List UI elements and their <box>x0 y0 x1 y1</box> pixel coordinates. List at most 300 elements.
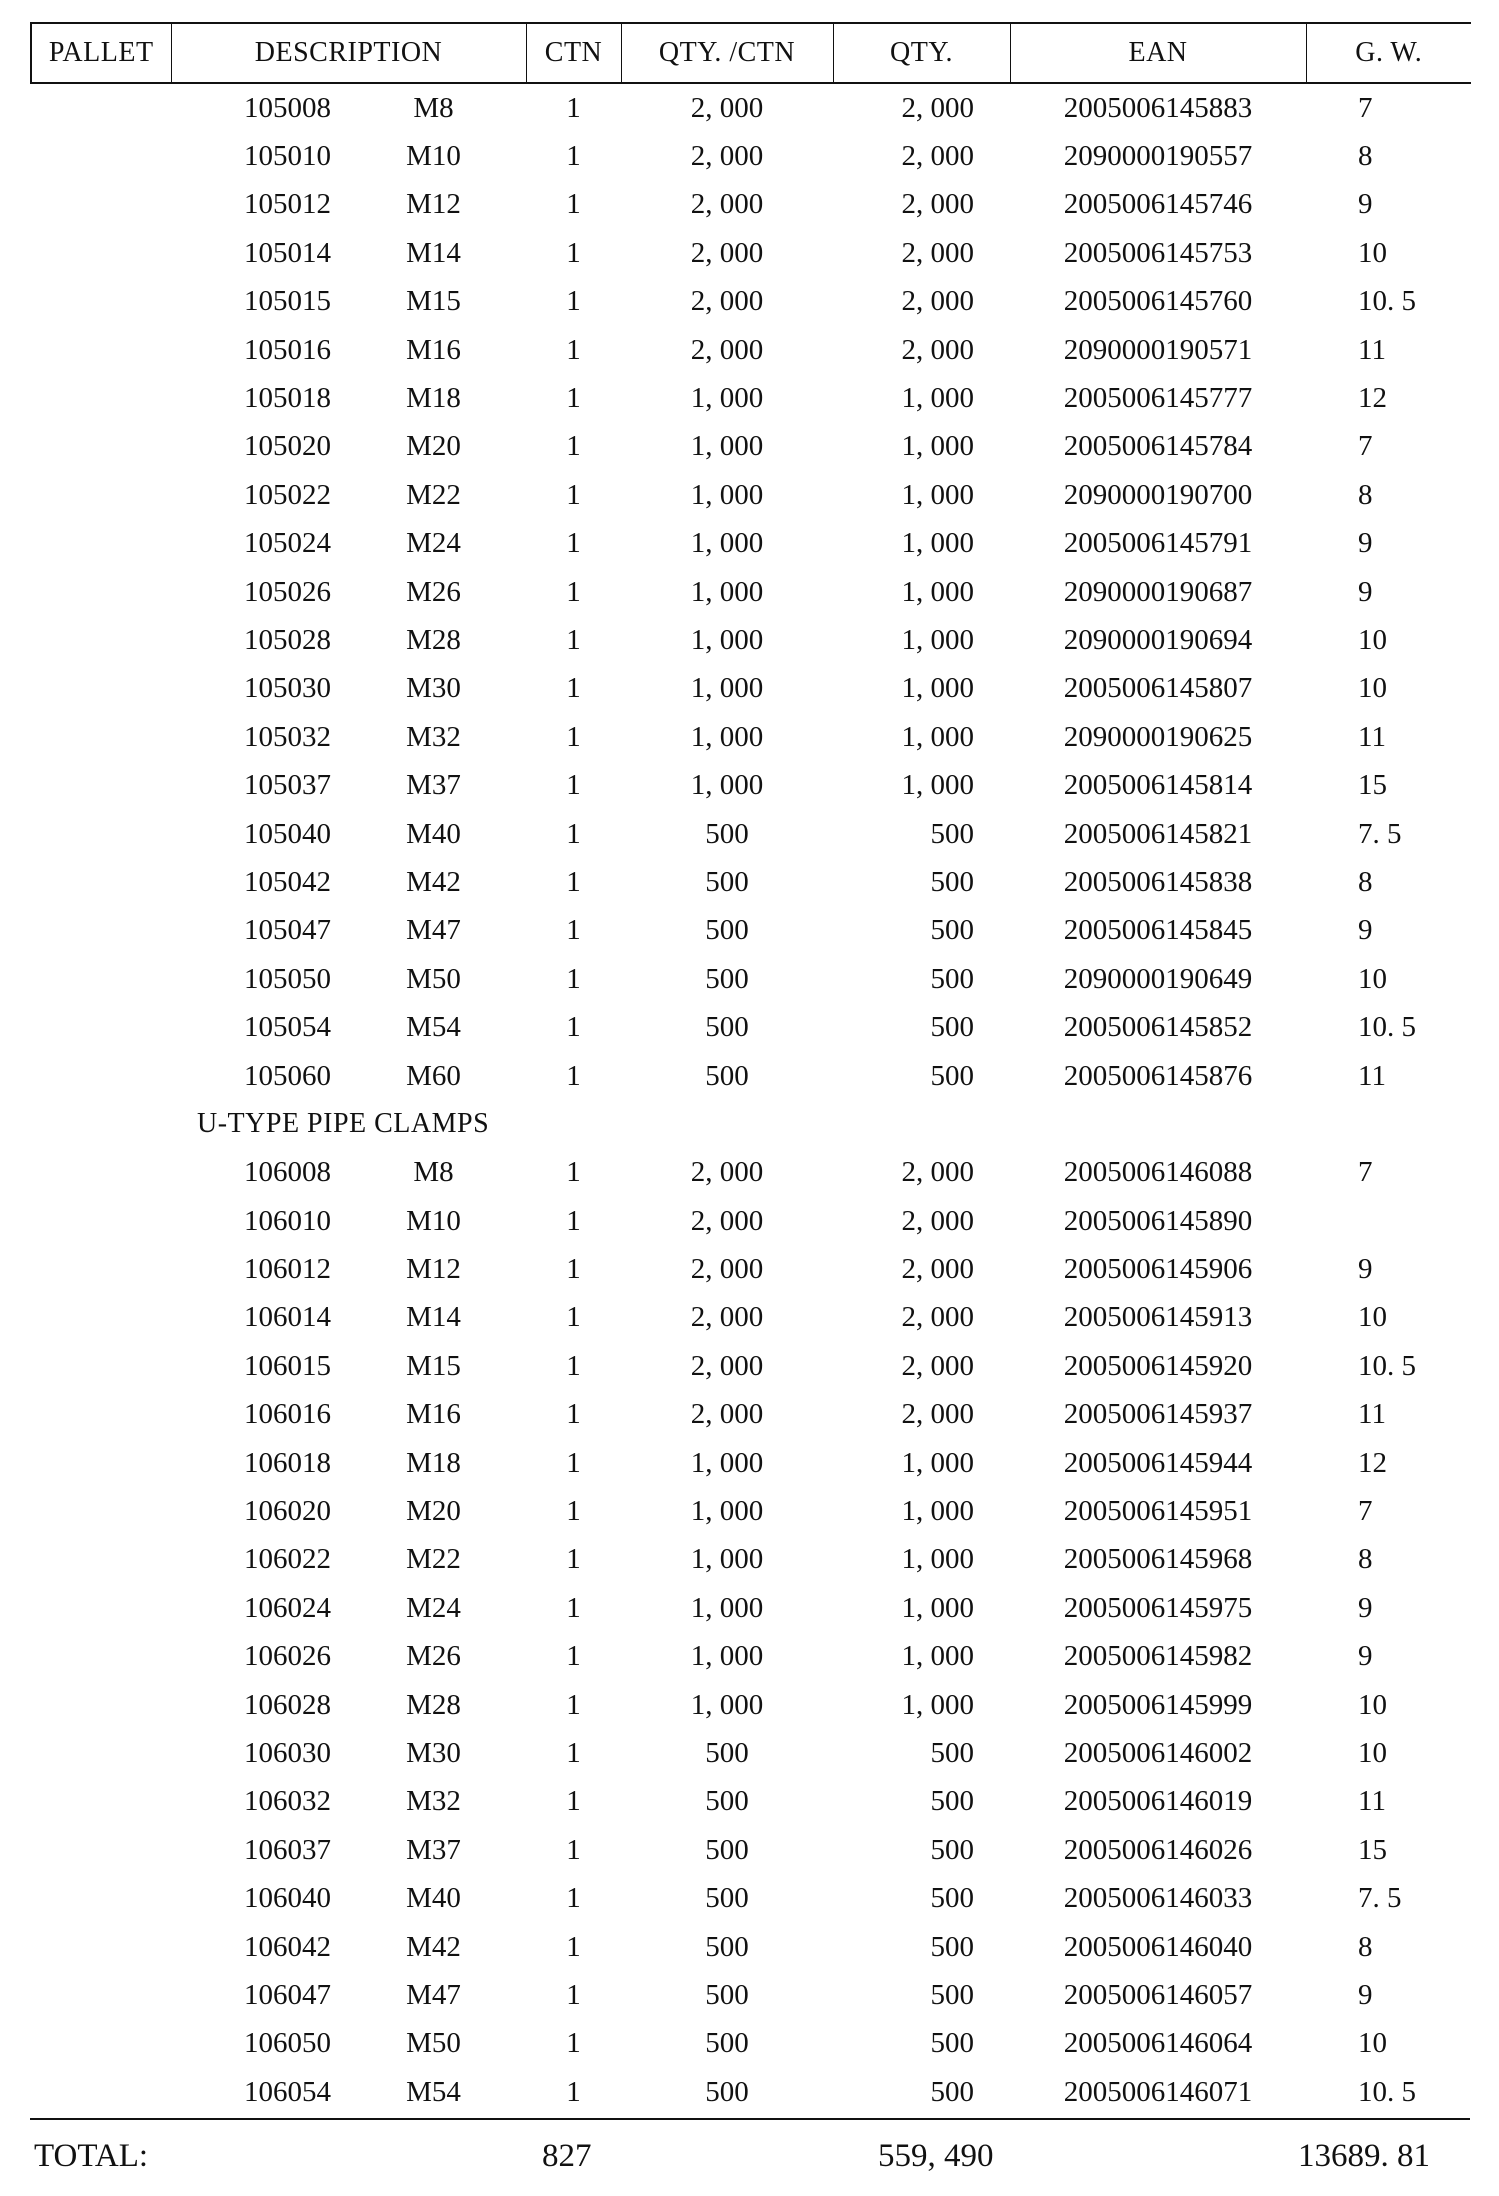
item-qty-per-ctn: 500 <box>705 1882 749 1915</box>
item-qty: 1, 000 <box>901 1688 975 1721</box>
item-qty-per-ctn: 1, 000 <box>690 527 764 560</box>
item-qty-per-ctn: 500 <box>705 1785 749 1818</box>
item-qty: 2, 000 <box>901 236 975 269</box>
item-code: 106032 <box>244 1785 331 1818</box>
item-ctn: 1 <box>566 2027 581 2060</box>
item-qty: 500 <box>930 962 975 995</box>
pallet-cell <box>31 1536 171 1584</box>
item-ctn: 1 <box>566 1736 581 1769</box>
pallet-cell <box>31 2020 171 2068</box>
item-ctn: 1 <box>566 430 581 463</box>
item-ean: 2005006145791 <box>1063 527 1253 560</box>
item-qty: 1, 000 <box>901 1591 975 1624</box>
table-row <box>31 374 1471 422</box>
item-qty: 500 <box>930 2027 975 2060</box>
item-ean: 2005006146071 <box>1063 2075 1253 2108</box>
pallet-cell <box>31 1971 171 2019</box>
table-row <box>31 1971 1471 2019</box>
table-row <box>31 858 1471 906</box>
item-size: M12 <box>406 1253 461 1286</box>
item-code: 106040 <box>244 1882 331 1915</box>
item-gw: 11 <box>1358 333 1386 366</box>
item-qty: 2, 000 <box>901 1398 975 1431</box>
item-size: M15 <box>406 1349 461 1382</box>
item-qty-per-ctn: 1, 000 <box>690 769 764 802</box>
item-size: M32 <box>406 1785 461 1818</box>
item-ean: 2005006145951 <box>1063 1495 1253 1528</box>
item-ean: 2005006145760 <box>1063 285 1253 318</box>
item-size: M26 <box>406 575 461 608</box>
table-row <box>31 83 1471 132</box>
item-qty: 500 <box>930 2075 975 2108</box>
section-title: U-TYPE PIPE CLAMPS <box>197 1108 490 1140</box>
item-code: 105024 <box>244 527 331 560</box>
item-ctn: 1 <box>566 1011 581 1044</box>
pallet-cell <box>31 326 171 374</box>
item-qty: 500 <box>930 1011 975 1044</box>
item-qty: 500 <box>930 1059 975 1092</box>
item-qty: 2, 000 <box>901 285 975 318</box>
item-size: M20 <box>406 430 461 463</box>
item-qty-per-ctn: 2, 000 <box>690 1156 764 1189</box>
item-ean: 2005006146002 <box>1063 1736 1253 1769</box>
item-gw: 9 <box>1358 527 1373 560</box>
item-gw: 10. 5 <box>1358 1349 1417 1382</box>
item-ctn: 1 <box>566 1059 581 1092</box>
item-ean: 2005006146064 <box>1063 2027 1253 2060</box>
table-row <box>31 568 1471 616</box>
item-ean: 2005006145852 <box>1063 1011 1253 1044</box>
item-ean: 2005006145845 <box>1063 914 1253 947</box>
item-size: M50 <box>406 2027 461 2060</box>
item-ctn: 1 <box>566 769 581 802</box>
item-gw: 9 <box>1358 1978 1373 2011</box>
pallet-cell <box>31 181 171 229</box>
pallet-cell <box>31 1003 171 1051</box>
table-row <box>31 1294 1471 1342</box>
item-ctn: 1 <box>566 1543 581 1576</box>
item-code: 105016 <box>244 333 331 366</box>
item-qty: 500 <box>930 1882 975 1915</box>
table-row <box>31 761 1471 809</box>
pallet-cell <box>31 1633 171 1681</box>
item-gw: 9 <box>1358 914 1373 947</box>
item-qty: 1, 000 <box>901 1640 975 1673</box>
pallet-cell <box>31 665 171 713</box>
table-row <box>31 810 1471 858</box>
item-gw <box>1306 1197 1471 1245</box>
table-row <box>31 2068 1471 2116</box>
item-ean: 2090000190700 <box>1063 478 1253 511</box>
item-ean: 2005006145753 <box>1063 236 1253 269</box>
table-row <box>31 1923 1471 1971</box>
item-size: M26 <box>406 1640 461 1673</box>
item-gw: 11 <box>1358 1398 1386 1431</box>
item-size: M16 <box>406 333 461 366</box>
item-code: 105012 <box>244 188 331 221</box>
item-size: M18 <box>406 382 461 415</box>
item-size: M15 <box>406 285 461 318</box>
table-row <box>31 616 1471 664</box>
item-size: M14 <box>406 236 461 269</box>
item-gw: 10 <box>1358 2027 1388 2060</box>
item-qty: 1, 000 <box>901 623 975 656</box>
item-ctn: 1 <box>566 333 581 366</box>
item-size: M10 <box>406 1204 461 1237</box>
item-gw: 10 <box>1358 236 1388 269</box>
item-size: M42 <box>406 865 461 898</box>
section-row <box>31 1100 1471 1148</box>
item-gw: 7. 5 <box>1358 817 1402 850</box>
packing-table <box>30 22 1471 2116</box>
item-code: 106026 <box>244 1640 331 1673</box>
item-gw: 10 <box>1358 1736 1388 1769</box>
table-row <box>31 955 1471 1003</box>
item-qty: 1, 000 <box>901 1543 975 1576</box>
header-ctn: CTN <box>526 23 621 83</box>
item-qty: 2, 000 <box>901 1156 975 1189</box>
item-qty: 2, 000 <box>901 140 975 173</box>
item-gw: 15 <box>1358 1833 1388 1866</box>
table-row <box>31 1342 1471 1390</box>
total-gw: 13689. 81 <box>1298 2138 1430 2174</box>
item-qty: 2, 000 <box>901 1349 975 1382</box>
item-size: M14 <box>406 1301 461 1334</box>
item-size: M20 <box>406 1495 461 1528</box>
pallet-cell <box>31 568 171 616</box>
table-body <box>31 83 1471 2116</box>
item-ean: 2005006145890 <box>1063 1204 1253 1237</box>
item-qty: 1, 000 <box>901 672 975 705</box>
table-row <box>31 132 1471 180</box>
item-qty-per-ctn: 1, 000 <box>690 575 764 608</box>
item-code: 106042 <box>244 1930 331 1963</box>
item-qty-per-ctn: 2, 000 <box>690 1349 764 1382</box>
item-code: 105042 <box>244 865 331 898</box>
pallet-cell <box>31 1874 171 1922</box>
table-row <box>31 1245 1471 1293</box>
pallet-cell <box>31 520 171 568</box>
pallet-cell <box>31 1342 171 1390</box>
item-qty: 2, 000 <box>901 1253 975 1286</box>
pallet-cell <box>31 1729 171 1777</box>
item-gw: 7 <box>1358 91 1373 124</box>
item-gw: 12 <box>1358 1446 1388 1479</box>
item-size: M22 <box>406 1543 461 1576</box>
item-qty: 1, 000 <box>901 1495 975 1528</box>
item-qty: 2, 000 <box>901 91 975 124</box>
item-code: 105050 <box>244 962 331 995</box>
item-ctn: 1 <box>566 1688 581 1721</box>
table-row <box>31 1778 1471 1826</box>
item-ctn: 1 <box>566 1978 581 2011</box>
item-ctn: 1 <box>566 140 581 173</box>
item-code: 106024 <box>244 1591 331 1624</box>
item-gw: 7 <box>1358 1495 1373 1528</box>
item-qty-per-ctn: 500 <box>705 2027 749 2060</box>
total-label: TOTAL: <box>34 2138 149 2174</box>
table-row <box>31 2020 1471 2068</box>
pallet-cell <box>31 1923 171 1971</box>
item-ean: 2005006146019 <box>1063 1785 1253 1818</box>
item-code: 106037 <box>244 1833 331 1866</box>
table-row <box>31 1391 1471 1439</box>
item-qty: 1, 000 <box>901 527 975 560</box>
item-qty-per-ctn: 500 <box>705 1011 749 1044</box>
item-ctn: 1 <box>566 236 581 269</box>
item-code: 105022 <box>244 478 331 511</box>
item-size: M30 <box>406 1736 461 1769</box>
item-ean: 2005006145883 <box>1063 91 1253 124</box>
item-qty-per-ctn: 2, 000 <box>690 188 764 221</box>
item-size: M37 <box>406 1833 461 1866</box>
item-ean: 2005006146033 <box>1063 1882 1253 1915</box>
item-qty-per-ctn: 2, 000 <box>690 1301 764 1334</box>
pallet-cell <box>31 1052 171 1100</box>
item-ctn: 1 <box>566 1301 581 1334</box>
item-ean: 2005006145944 <box>1063 1446 1253 1479</box>
item-qty: 500 <box>930 817 975 850</box>
item-code: 106012 <box>244 1253 331 1286</box>
item-code: 106047 <box>244 1978 331 2011</box>
item-size: M60 <box>406 1059 461 1092</box>
table-row <box>31 1149 1471 1197</box>
pallet-cell <box>31 761 171 809</box>
item-ctn: 1 <box>566 1204 581 1237</box>
item-ctn: 1 <box>566 1930 581 1963</box>
item-size: M30 <box>406 672 461 705</box>
item-gw: 9 <box>1358 1640 1373 1673</box>
item-ean: 2005006145784 <box>1063 430 1253 463</box>
item-gw: 10 <box>1358 672 1388 705</box>
item-gw: 10 <box>1358 1301 1388 1334</box>
item-ctn: 1 <box>566 1446 581 1479</box>
item-code: 105060 <box>244 1059 331 1092</box>
packing-list <box>30 22 1470 2116</box>
item-qty: 1, 000 <box>901 575 975 608</box>
item-size: M40 <box>406 1882 461 1915</box>
item-size: M10 <box>406 140 461 173</box>
item-gw: 8 <box>1358 1543 1373 1576</box>
item-ctn: 1 <box>566 672 581 705</box>
item-ctn: 1 <box>566 914 581 947</box>
item-code: 106028 <box>244 1688 331 1721</box>
item-ean: 2090000190557 <box>1063 140 1253 173</box>
item-gw: 11 <box>1358 720 1386 753</box>
item-ean: 2005006145821 <box>1063 817 1253 850</box>
item-ctn: 1 <box>566 478 581 511</box>
item-code: 105028 <box>244 623 331 656</box>
pallet-cell <box>31 374 171 422</box>
item-code: 106014 <box>244 1301 331 1334</box>
pallet-cell <box>31 471 171 519</box>
item-qty-per-ctn: 2, 000 <box>690 1204 764 1237</box>
header-description: DESCRIPTION <box>171 23 526 83</box>
item-size: M47 <box>406 914 461 947</box>
item-ean: 2005006145920 <box>1063 1349 1253 1382</box>
header-gw: G. W. <box>1306 23 1471 83</box>
item-ctn: 1 <box>566 817 581 850</box>
item-code: 106010 <box>244 1204 331 1237</box>
table-row <box>31 1826 1471 1874</box>
table-row <box>31 423 1471 471</box>
item-size: M18 <box>406 1446 461 1479</box>
item-qty-per-ctn: 2, 000 <box>690 1253 764 1286</box>
pallet-cell <box>31 1294 171 1342</box>
table-row <box>31 520 1471 568</box>
total-qty: 559, 490 <box>878 2138 994 2174</box>
item-gw: 7. 5 <box>1358 1882 1402 1915</box>
item-ean: 2005006146026 <box>1063 1833 1253 1866</box>
header-qty-per-ctn: QTY. /CTN <box>621 23 833 83</box>
item-size: M22 <box>406 478 461 511</box>
pallet-cell <box>31 810 171 858</box>
table-row <box>31 326 1471 374</box>
item-qty: 1, 000 <box>901 769 975 802</box>
item-ean: 2005006145999 <box>1063 1688 1253 1721</box>
item-ean: 2005006146088 <box>1063 1156 1253 1189</box>
item-qty-per-ctn: 2, 000 <box>690 91 764 124</box>
item-gw: 11 <box>1358 1059 1386 1092</box>
table-row <box>31 1487 1471 1535</box>
item-ean: 2005006145982 <box>1063 1640 1253 1673</box>
pallet-cell <box>31 1778 171 1826</box>
item-ean: 2090000190687 <box>1063 575 1253 608</box>
item-ctn: 1 <box>566 1882 581 1915</box>
item-ean: 2090000190649 <box>1063 962 1253 995</box>
table-row <box>31 1197 1471 1245</box>
pallet-cell <box>31 1584 171 1632</box>
item-size: M8 <box>413 1156 454 1189</box>
item-gw: 10. 5 <box>1358 2075 1417 2108</box>
item-qty-per-ctn: 1, 000 <box>690 1446 764 1479</box>
item-gw: 9 <box>1358 1591 1373 1624</box>
item-gw: 9 <box>1358 188 1373 221</box>
item-gw: 12 <box>1358 382 1388 415</box>
item-size: M32 <box>406 720 461 753</box>
table-row <box>31 181 1471 229</box>
item-gw: 15 <box>1358 769 1388 802</box>
pallet-cell <box>31 907 171 955</box>
item-ean: 2005006145968 <box>1063 1543 1253 1576</box>
item-code: 105030 <box>244 672 331 705</box>
item-ean: 2005006145814 <box>1063 769 1253 802</box>
item-ctn: 1 <box>566 575 581 608</box>
item-ctn: 1 <box>566 1398 581 1431</box>
item-qty-per-ctn: 2, 000 <box>690 285 764 318</box>
table-row <box>31 665 1471 713</box>
pallet-cell <box>31 2068 171 2116</box>
item-qty-per-ctn: 1, 000 <box>690 478 764 511</box>
item-ean: 2005006145746 <box>1063 188 1253 221</box>
item-code: 106016 <box>244 1398 331 1431</box>
table-row <box>31 1003 1471 1051</box>
header-qty: QTY. <box>833 23 1010 83</box>
table-row <box>31 1633 1471 1681</box>
table-row <box>31 1874 1471 1922</box>
item-qty-per-ctn: 500 <box>705 865 749 898</box>
item-qty-per-ctn: 1, 000 <box>690 1495 764 1528</box>
item-qty: 2, 000 <box>901 188 975 221</box>
pallet-cell <box>31 1149 171 1197</box>
item-qty-per-ctn: 2, 000 <box>690 140 764 173</box>
item-ctn: 1 <box>566 1833 581 1866</box>
item-ean: 2005006145777 <box>1063 382 1253 415</box>
item-ctn: 1 <box>566 91 581 124</box>
item-qty-per-ctn: 500 <box>705 1059 749 1092</box>
pallet-cell <box>31 1391 171 1439</box>
item-qty-per-ctn: 1, 000 <box>690 1640 764 1673</box>
item-qty: 1, 000 <box>901 1446 975 1479</box>
item-code: 105010 <box>244 140 331 173</box>
item-size: M12 <box>406 188 461 221</box>
item-qty: 1, 000 <box>901 478 975 511</box>
item-code: 106018 <box>244 1446 331 1479</box>
item-size: M37 <box>406 769 461 802</box>
table-row <box>31 1681 1471 1729</box>
pallet-cell <box>31 1245 171 1293</box>
table-row <box>31 1729 1471 1777</box>
pallet-cell <box>31 423 171 471</box>
item-qty-per-ctn: 2, 000 <box>690 333 764 366</box>
item-qty: 1, 000 <box>901 430 975 463</box>
item-ctn: 1 <box>566 285 581 318</box>
item-ctn: 1 <box>566 382 581 415</box>
item-ctn: 1 <box>566 188 581 221</box>
item-gw: 10 <box>1358 1688 1388 1721</box>
item-qty: 500 <box>930 1930 975 1963</box>
item-ean: 2005006145913 <box>1063 1301 1253 1334</box>
pallet-cell <box>31 616 171 664</box>
item-size: M16 <box>406 1398 461 1431</box>
item-ctn: 1 <box>566 865 581 898</box>
pallet-cell <box>31 132 171 180</box>
pallet-cell <box>31 1826 171 1874</box>
header-ean: EAN <box>1010 23 1306 83</box>
item-qty-per-ctn: 500 <box>705 817 749 850</box>
item-code: 105014 <box>244 236 331 269</box>
item-ctn: 1 <box>566 623 581 656</box>
item-code: 105054 <box>244 1011 331 1044</box>
item-qty: 2, 000 <box>901 333 975 366</box>
item-qty: 500 <box>930 1833 975 1866</box>
item-code: 105026 <box>244 575 331 608</box>
table-row <box>31 229 1471 277</box>
item-ean: 2005006145807 <box>1063 672 1253 705</box>
item-qty-per-ctn: 2, 000 <box>690 236 764 269</box>
item-qty: 1, 000 <box>901 382 975 415</box>
item-ean: 2005006145975 <box>1063 1591 1253 1624</box>
item-qty-per-ctn: 1, 000 <box>690 1688 764 1721</box>
item-size: M8 <box>413 91 454 124</box>
item-gw: 8 <box>1358 1930 1373 1963</box>
pallet-cell <box>31 858 171 906</box>
item-ctn: 1 <box>566 1640 581 1673</box>
item-ctn: 1 <box>566 1785 581 1818</box>
item-ean: 2090000190694 <box>1063 623 1253 656</box>
item-ctn: 1 <box>566 962 581 995</box>
total-ctn: 827 <box>542 2138 592 2174</box>
item-code: 106054 <box>244 2075 331 2108</box>
item-code: 106022 <box>244 1543 331 1576</box>
item-qty: 500 <box>930 1785 975 1818</box>
item-qty-per-ctn: 500 <box>705 962 749 995</box>
item-ctn: 1 <box>566 1349 581 1382</box>
item-qty: 500 <box>930 914 975 947</box>
pallet-cell <box>31 83 171 132</box>
item-size: M42 <box>406 1930 461 1963</box>
item-qty-per-ctn: 1, 000 <box>690 623 764 656</box>
